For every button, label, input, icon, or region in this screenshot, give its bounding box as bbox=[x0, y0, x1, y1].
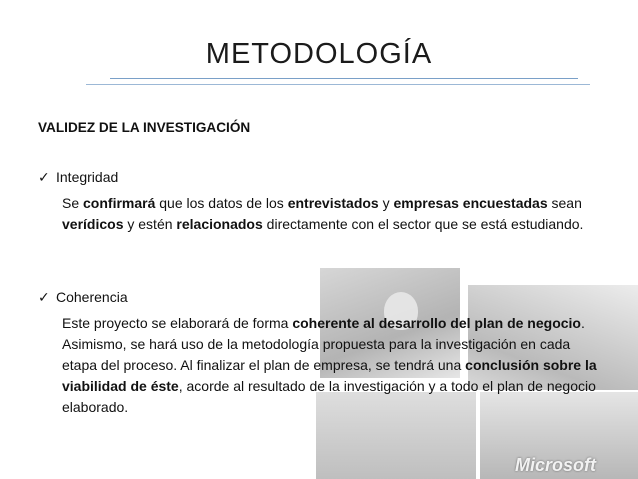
text-fragment: que los datos de los bbox=[155, 195, 288, 211]
bold-text-fragment: entrevistados bbox=[287, 195, 379, 211]
bullet-integridad bbox=[38, 169, 118, 186]
bullet-coherencia bbox=[38, 289, 128, 306]
bullet-label: Integridad bbox=[56, 169, 119, 185]
text-fragment: Este proyecto se elaborará de forma bbox=[62, 315, 293, 331]
bold-text-fragment: conclusión sobre la viabilidad de éste bbox=[62, 357, 597, 394]
title-underline bbox=[110, 78, 578, 79]
text-fragment: Se bbox=[62, 195, 84, 211]
text-fragment: y estén bbox=[123, 216, 177, 232]
paragraph-integridad bbox=[62, 193, 607, 235]
title-underline-secondary bbox=[86, 84, 590, 85]
checkmark-icon: ✓ bbox=[38, 169, 50, 185]
bullet-label: Coherencia bbox=[56, 289, 128, 305]
text-fragment: directamente con el sector que se está estudiando. bbox=[262, 216, 584, 232]
text-fragment: . Asimismo, se hará uso de la metodología propuesta para la investigación en cada etapa del proceso. Al finalizar el plan de empresa, se tendrá una bbox=[62, 315, 585, 373]
microsoft-logo: Microsoft bbox=[515, 455, 596, 475]
checkmark-icon: ✓ bbox=[38, 289, 50, 305]
paragraph-coherencia bbox=[62, 313, 607, 418]
text-fragment: sean bbox=[547, 195, 582, 211]
bold-text-fragment: relacionados bbox=[176, 216, 263, 232]
bold-text-fragment: empresas encuestadas bbox=[393, 195, 548, 211]
section-heading: VALIDEZ DE LA INVESTIGACIÓN bbox=[38, 120, 251, 135]
slide-title: METODOLOGÍA bbox=[205, 38, 433, 70]
bold-text-fragment: confirmará bbox=[83, 195, 156, 211]
bold-text-fragment: verídicos bbox=[62, 216, 124, 232]
text-fragment: , acorde al resultado de la investigación y a todo el plan de negocio elaborado. bbox=[62, 378, 596, 415]
bold-text-fragment: coherente al desarrollo del plan de negocio bbox=[292, 315, 581, 331]
text-fragment: y bbox=[378, 195, 394, 211]
